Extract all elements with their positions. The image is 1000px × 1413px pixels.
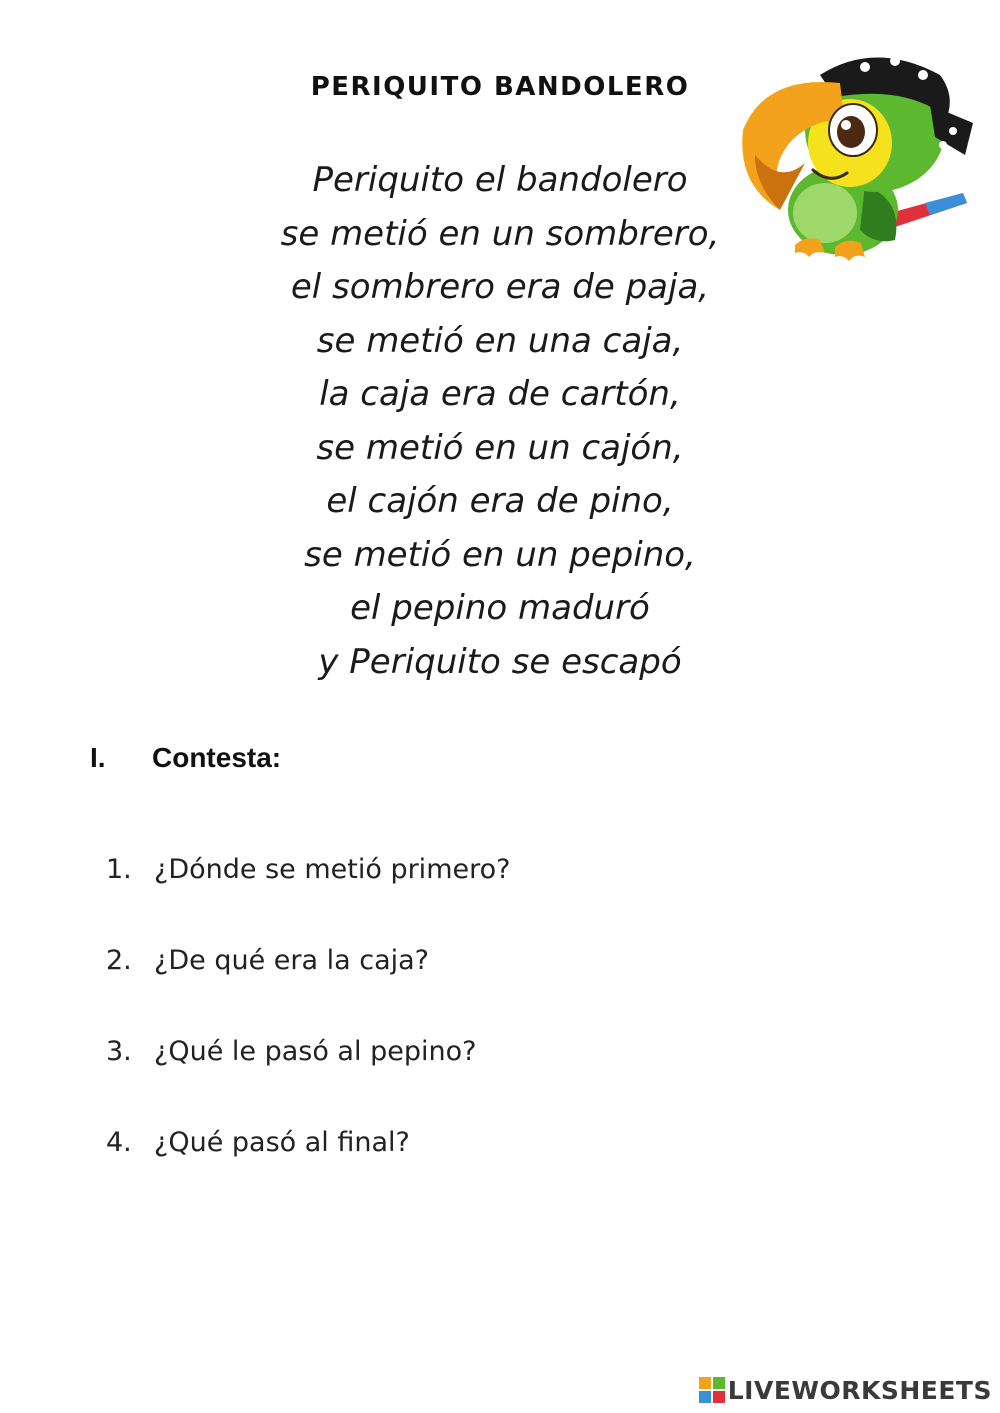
question-item (106, 1032, 510, 1123)
poem-line: se metió en un sombrero, (280, 213, 720, 254)
parrot-tail-blue (925, 193, 967, 215)
section-label: Contesta: (152, 742, 282, 773)
poem-line: Periquito el bandolero (312, 160, 688, 200)
parrot-belly (793, 183, 857, 243)
poem-line: el pepino maduró (350, 588, 650, 628)
question-number: 1. (106, 854, 132, 885)
worksheet-title: PERIQUITO BANDOLERO (310, 72, 690, 102)
poem-line: se metió en un cajón, (316, 427, 684, 468)
section-number: I. (90, 742, 106, 773)
liveworksheets-badge-icon (699, 1377, 725, 1403)
question-text: ¿Qué le pasó al pepino? (154, 1036, 477, 1067)
poem-line: el sombrero era de paja, (290, 267, 710, 307)
poem-line: se metió en un pepino, (304, 534, 696, 575)
question-text: ¿Dónde se metió primero? (154, 854, 511, 885)
question-item (106, 850, 510, 941)
question-item (106, 941, 510, 1032)
question-text: ¿Qué pasó al final? (154, 1127, 410, 1158)
poem-line: el cajón era de pino, (326, 481, 674, 521)
section-heading (90, 742, 281, 774)
liveworksheets-brand: LIVEWORKSHEETS (727, 1375, 992, 1405)
question-text: ¿De qué era la caja? (154, 945, 429, 976)
liveworksheets-logo (699, 1375, 992, 1405)
question-number: 4. (106, 1127, 132, 1158)
question-number: 2. (106, 945, 132, 976)
question-number: 3. (106, 1036, 132, 1067)
question-list (106, 850, 510, 1214)
question-item (106, 1123, 510, 1214)
poem-line: y Periquito se escapó (318, 641, 682, 682)
parrot-pirate-icon (725, 35, 975, 270)
poem-line: se metió en una caja, (316, 320, 684, 361)
poem-line: la caja era de cartón, (319, 374, 681, 414)
